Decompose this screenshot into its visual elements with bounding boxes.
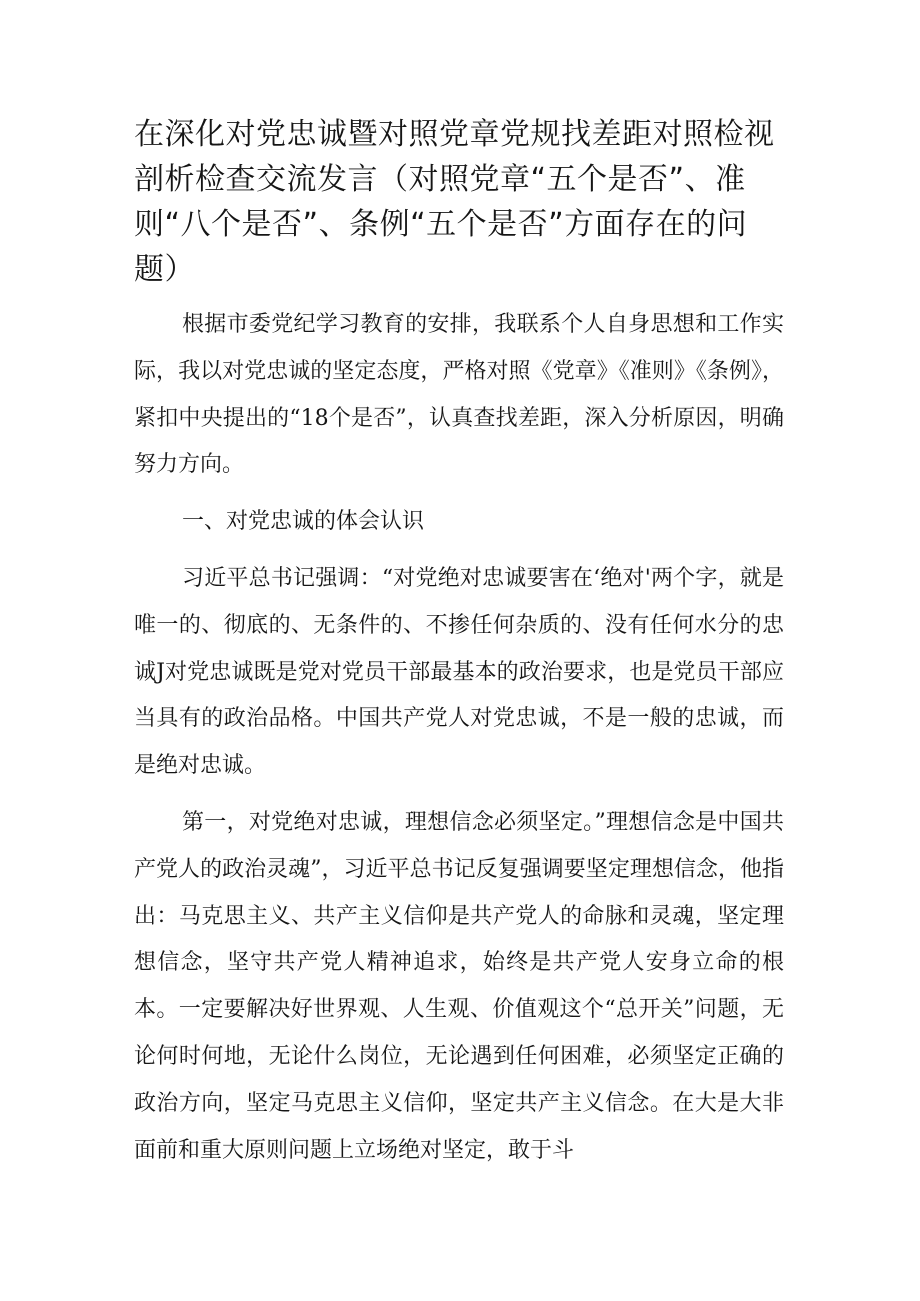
paragraph-first-point: 第一，对党绝对忠诚，理想信念必须坚定。”理想信念是中国共产党人的政治灵魂”，习近平总书记反复强调要坚定理想信念，他指出：马克思主义、共产主义信仰是共产党人的命脉和灵魂，坚定理想信念，坚守共产党人精神追求，始终是共产党人安身立命的根本。一定要解决好世界观、人生观、价值观这个“总开关”问题，无论何时何地，无论什么岗位，无论遇到任何困难，必须坚定正确的政治方向，坚定马克思主义信仰，坚定共产主义信念。在大是大非面前和重大原则问题上立场绝对坚定，敢于斗	[134, 809, 784, 1163]
paragraph-intro: 根据市委党纪学习教育的安排，我联系个人自身思想和工作实际，我以对党忠诚的坚定态度，严格对照《党章》《准则》《条例》，紧扣中央提出的“18个是否”，认真查找差距，深入分析原因，明确努力方向。	[134, 312, 784, 478]
document-body	[134, 302, 784, 1174]
section-heading: 一、对党忠诚的体会认识	[182, 509, 425, 535]
paragraph-quote: 习近平总书记强调：“对党绝对忠诚要害在‘绝对'两个字，就是唯一的、彻底的、无条件的、不掺任何杂质的、没有任何水分的忠诚J对党忠诚既是党对党员干部最基本的政治要求，也是党员干部应当具有的政治品格。中国共产党人对党忠诚，不是一般的忠诚，而是绝对忠诚。	[134, 565, 784, 779]
document-title: 在深化对党忠诚暨对照党章党规找差距对照检视剖析检查交流发言（对照党章“五个是否”、准则“八个是否”、条例“五个是否”方面存在的问题）	[134, 117, 775, 287]
